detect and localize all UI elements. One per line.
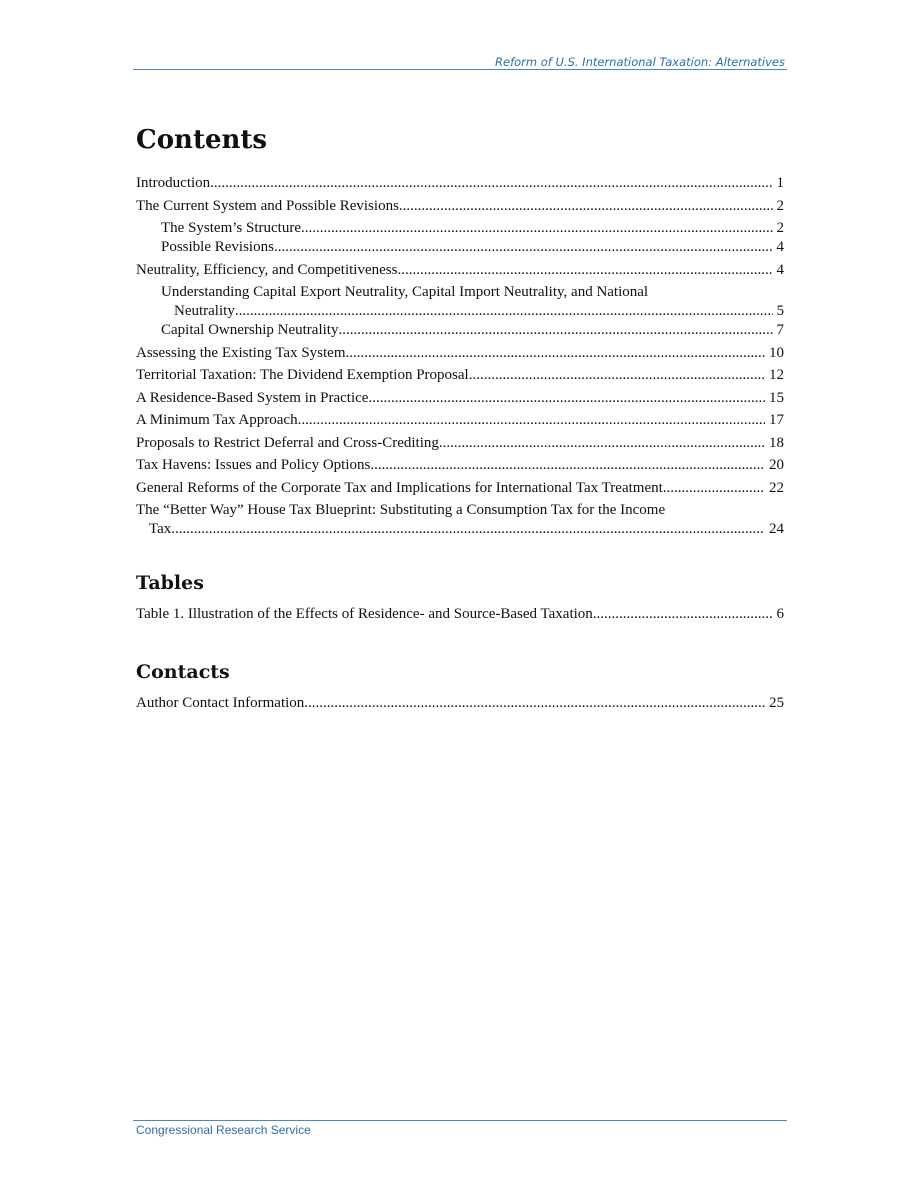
table-entry[interactable]: Table 1. Illustration of the Effects of Residence- and Source-Based Taxation ..... 6: [136, 605, 784, 624]
tables-heading: Tables: [136, 572, 204, 594]
header-rule: [133, 69, 787, 70]
footer-text: Congressional Research Service: [136, 1123, 311, 1137]
toc-entry[interactable]: The Current System and Possible Revisions ..... 2: [136, 197, 784, 216]
toc-entry-line2: Tax: [149, 521, 172, 537]
toc-entry[interactable]: A Minimum Tax Approach ..... 17: [136, 411, 784, 430]
contacts-list: [136, 694, 784, 713]
toc-subentry[interactable]: The System’s Structure ..... 2: [136, 219, 784, 238]
tables-list: [136, 605, 784, 624]
toc-page: [136, 125, 784, 716]
toc-subentry-wrapped[interactable]: Understanding Capital Export Neutrality, Capital Import Neutrality, and National Neutrality ..... 5: [136, 283, 784, 321]
toc-entry-line1: The “Better Way” House Tax Blueprint: Substituting a Consumption Tax for the Income: [136, 502, 666, 518]
contacts-heading: Contacts: [136, 660, 230, 683]
contents-heading: Contents: [136, 125, 268, 155]
toc-entry[interactable]: A Residence-Based System in Practice ..... 15: [136, 389, 784, 408]
toc-entry[interactable]: Neutrality, Efficiency, and Competitiveness ..... 4: [136, 261, 784, 280]
contact-entry[interactable]: Author Contact Information ..... 25: [136, 694, 784, 713]
toc-entry[interactable]: Assessing the Existing Tax System ..... 10: [136, 344, 784, 363]
toc-entry[interactable]: General Reforms of the Corporate Tax and Implications for International Tax Treatment ..... 22: [136, 479, 784, 498]
toc-subentry[interactable]: Capital Ownership Neutrality ..... 7: [136, 321, 784, 340]
toc-subentry-line1: Understanding Capital Export Neutrality, Capital Import Neutrality, and National: [161, 284, 649, 300]
toc-entry[interactable]: Territorial Taxation: The Dividend Exemption Proposal ..... 12: [136, 366, 784, 385]
toc-subentry-line2: Neutrality: [174, 303, 235, 319]
running-header: Reform of U.S. International Taxation: Alternatives: [495, 55, 785, 69]
footer-rule: [133, 1120, 787, 1121]
toc-entry-wrapped[interactable]: The “Better Way” House Tax Blueprint: Substituting a Consumption Tax for the Income Tax ..... 24: [136, 501, 784, 539]
toc-entry[interactable]: Introduction ..... 1: [136, 174, 784, 193]
toc-entry[interactable]: Proposals to Restrict Deferral and Cross-Crediting ..... 18: [136, 434, 784, 453]
toc-entry[interactable]: Tax Havens: Issues and Policy Options ..... 20: [136, 456, 784, 475]
contents-list: [136, 174, 784, 539]
toc-subentry[interactable]: Possible Revisions ..... 4: [136, 238, 784, 257]
